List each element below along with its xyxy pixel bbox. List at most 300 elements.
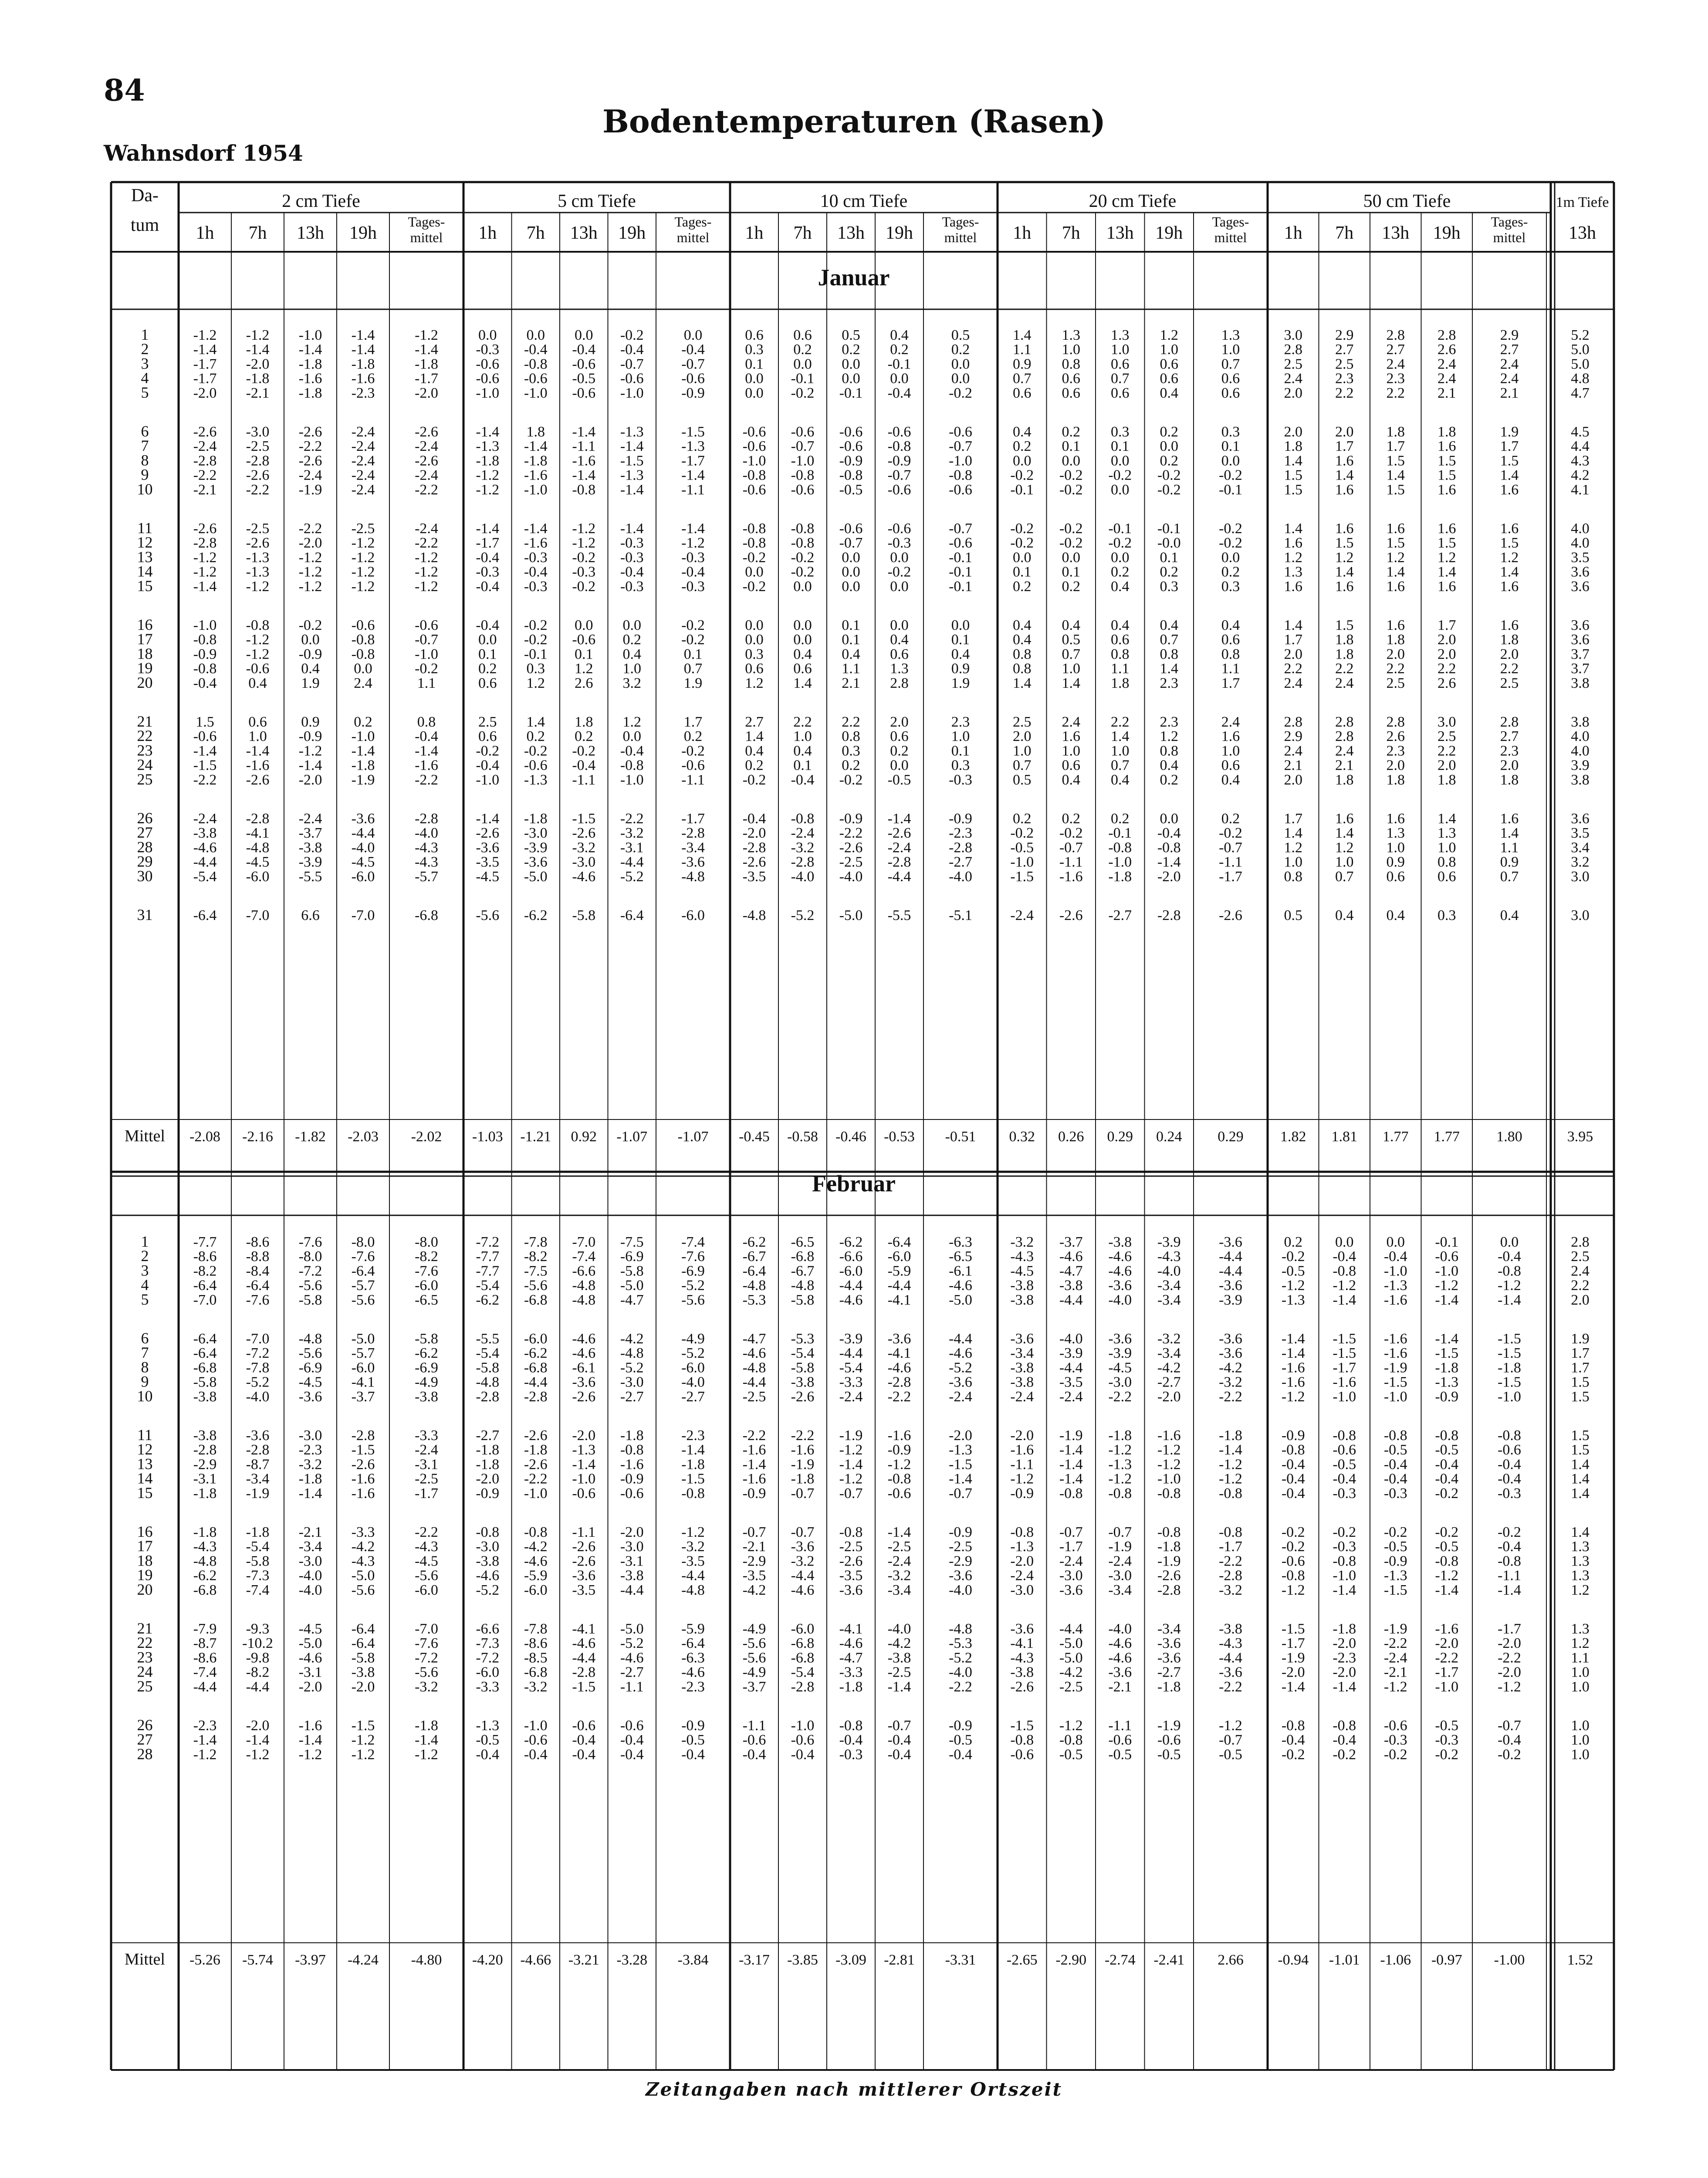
table-cell: -5.8 — [351, 1650, 375, 1666]
table-cell: -1.0 — [949, 453, 972, 469]
table-cell: -3.4 — [887, 1582, 911, 1598]
table-cell: 2.7 — [1500, 342, 1519, 358]
table-cell: 2.8 — [1386, 714, 1405, 730]
table-cell: 1.5 — [1437, 467, 1456, 484]
table-cell: -1.9 — [1157, 1718, 1181, 1734]
table-cell: -1.0 — [1383, 1388, 1407, 1405]
table-cell: -0.2 — [1010, 521, 1034, 537]
table-cell: 0.4 — [842, 646, 860, 663]
table-cell: -2.6 — [887, 825, 911, 842]
table-cell: 1.5 — [1386, 535, 1405, 551]
table-cell: -1.4 — [1157, 854, 1181, 870]
table-cell: -1.2 — [1435, 1567, 1459, 1584]
table-cell: 0.6 — [1437, 868, 1456, 885]
table-cell: 0.8 — [1160, 743, 1178, 759]
row-date: 22 — [137, 727, 153, 745]
table-cell: -2.4 — [1010, 1388, 1034, 1405]
table-cell: 4.3 — [1571, 453, 1590, 469]
table-cell: -4.8 — [742, 907, 766, 923]
table-cell: -1.3 — [1108, 1456, 1132, 1473]
table-cell: 2.3 — [1500, 743, 1519, 759]
table-cell: -3.6 — [1219, 1331, 1242, 1347]
table-cell: -4.0 — [415, 825, 438, 842]
table-cell: -4.6 — [949, 1345, 972, 1362]
table-cell: -6.6 — [839, 1248, 863, 1265]
table-cell: 0.0 — [478, 632, 497, 648]
table-cell: 0.2 — [683, 728, 703, 745]
table-cell: 0.0 — [622, 617, 641, 633]
table-cell: -6.2 — [524, 907, 548, 923]
table-cell: 4.0 — [1571, 743, 1590, 759]
table-cell: -2.1 — [298, 1524, 322, 1540]
table-cell: 1.7 — [1284, 811, 1302, 827]
table-cell: -3.9 — [524, 839, 548, 856]
table-cell: -0.7 — [1059, 1524, 1083, 1540]
table-cell: 2.8 — [1571, 1234, 1590, 1250]
table-cell: -3.9 — [1157, 1234, 1181, 1250]
table-cell: -3.4 — [1108, 1582, 1132, 1598]
table-cell: -0.5 — [1383, 1539, 1407, 1555]
table-cell: -2.6 — [1157, 1567, 1181, 1584]
mittel-cell: 0.32 — [1009, 1129, 1035, 1145]
table-cell: -1.4 — [524, 438, 548, 455]
table-cell: -0.2 — [1435, 1524, 1459, 1540]
table-cell: -1.4 — [887, 811, 911, 827]
mittel-cell: -0.51 — [945, 1129, 976, 1145]
table-cell: -0.1 — [1108, 521, 1132, 537]
table-cell: 2.8 — [1500, 714, 1519, 730]
mittel-cell: -3.85 — [787, 1952, 818, 1968]
table-cell: -1.5 — [949, 1456, 972, 1473]
table-cell: -0.7 — [1219, 839, 1242, 856]
table-cell: -0.8 — [1281, 1718, 1305, 1734]
table-cell: -5.0 — [949, 1292, 972, 1308]
table-cell: 2.0 — [1284, 424, 1302, 440]
table-cell: -1.4 — [1333, 1292, 1356, 1308]
table-cell: 0.2 — [1062, 578, 1080, 595]
table-cell: -0.2 — [1281, 1539, 1305, 1555]
hour-header: 13h — [297, 223, 324, 243]
table-cell: -2.0 — [1010, 1427, 1034, 1444]
table-cell: -0.9 — [949, 811, 972, 827]
table-cell: -1.0 — [791, 1718, 815, 1734]
hour-header: 7h — [1335, 223, 1354, 243]
table-cell: -1.4 — [415, 743, 438, 759]
table-cell: -1.0 — [1108, 854, 1132, 870]
table-cell: -1.0 — [620, 385, 644, 401]
table-cell: 0.3 — [745, 342, 764, 358]
table-cell: -4.4 — [791, 1567, 815, 1584]
table-cell: 1.5 — [1437, 453, 1456, 469]
table-cell: -0.5 — [949, 1732, 972, 1748]
table-cell: 1.6 — [1500, 811, 1519, 827]
table-cell: -1.8 — [1219, 1427, 1242, 1444]
table-cell: 0.4 — [622, 646, 641, 663]
table-cell: 1.1 — [1221, 660, 1240, 677]
table-cell: 0.7 — [1160, 632, 1178, 648]
table-cell: 1.0 — [1062, 660, 1080, 677]
depth-header: 10 cm Tiefe — [820, 191, 908, 211]
table-cell: 0.4 — [890, 327, 909, 343]
table-cell: -2.8 — [1157, 1582, 1181, 1598]
table-cell: -1.7 — [1435, 1664, 1459, 1681]
table-cell: 0.6 — [1111, 632, 1130, 648]
table-cell: 1.8 — [1386, 632, 1405, 648]
table-cell: 3.0 — [1284, 327, 1302, 343]
table-cell: 0.7 — [1500, 868, 1519, 885]
table-cell: 0.6 — [478, 675, 497, 691]
row-date: 6 — [141, 1329, 149, 1347]
table-cell: -4.3 — [1010, 1248, 1034, 1265]
table-cell: -3.8 — [351, 1664, 375, 1681]
table-cell: -0.7 — [791, 1485, 815, 1502]
table-cell: -1.0 — [1333, 1388, 1356, 1405]
table-cell: -1.8 — [476, 1456, 500, 1473]
table-cell: 2.4 — [354, 675, 372, 691]
table-cell: 1.6 — [1386, 617, 1405, 633]
table-cell: -4.9 — [742, 1621, 766, 1637]
table-cell: -1.8 — [681, 1456, 705, 1473]
table-cell: -2.9 — [949, 1553, 972, 1569]
table-cell: -2.2 — [1219, 1553, 1242, 1569]
table-cell: -6.5 — [415, 1292, 438, 1308]
tagesmittel-header: mittel — [410, 230, 443, 245]
table-cell: 0.4 — [1160, 757, 1178, 774]
table-cell: 0.2 — [1160, 771, 1178, 788]
table-cell: 1.3 — [1571, 1621, 1590, 1637]
table-cell: 0.2 — [1160, 453, 1178, 469]
table-cell: -5.8 — [476, 1360, 500, 1376]
table-cell: -1.2 — [476, 467, 500, 484]
table-cell: -4.5 — [298, 1621, 322, 1637]
table-cell: -4.4 — [1059, 1621, 1083, 1637]
table-cell: -1.3 — [949, 1442, 972, 1458]
table-cell: -4.4 — [572, 1650, 596, 1666]
table-cell: -6.4 — [246, 1277, 270, 1294]
table-cell: -5.3 — [742, 1292, 766, 1308]
table-cell: 1.2 — [1437, 549, 1456, 566]
table-cell: 0.8 — [1221, 646, 1240, 663]
table-cell: -2.7 — [949, 854, 972, 870]
row-date: 3 — [141, 1261, 149, 1279]
table-cell: -2.3 — [351, 385, 375, 401]
table-cell: -2.8 — [1157, 907, 1181, 923]
table-cell: -9.8 — [246, 1650, 270, 1666]
table-cell: -5.8 — [620, 1263, 644, 1279]
table-cell: -0.2 — [681, 617, 705, 633]
table-cell: 0.6 — [890, 646, 909, 663]
table-cell: -5.4 — [476, 1345, 500, 1362]
row-date: 19 — [137, 659, 153, 677]
table-cell: -6.8 — [524, 1292, 548, 1308]
table-cell: -1.7 — [1333, 1360, 1356, 1376]
table-cell: -5.4 — [193, 868, 217, 885]
table-cell: 2.7 — [745, 714, 764, 730]
table-cell: -0.2 — [1108, 535, 1132, 551]
table-cell: -7.2 — [298, 1263, 322, 1279]
table-cell: -5.6 — [415, 1567, 438, 1584]
table-cell: -5.7 — [351, 1277, 375, 1294]
table-cell: -4.8 — [193, 1553, 217, 1569]
table-cell: -1.2 — [1281, 1582, 1305, 1598]
table-cell: 2.8 — [1335, 728, 1354, 745]
table-cell: -0.4 — [1333, 1732, 1356, 1748]
table-cell: 1.5 — [196, 714, 214, 730]
table-cell: -3.1 — [415, 1456, 438, 1473]
hour-header: 7h — [1062, 223, 1080, 243]
table-cell: 0.2 — [842, 342, 860, 358]
hour-header: 1h — [196, 223, 214, 243]
table-cell: 1.3 — [890, 660, 909, 677]
table-cell: -0.6 — [1498, 1442, 1521, 1458]
table-cell: 1.1 — [842, 660, 860, 677]
table-cell: 0.4 — [1160, 385, 1178, 401]
table-cell: -1.1 — [742, 1718, 766, 1734]
table-cell: 3.7 — [1571, 660, 1590, 677]
table-cell: 0.5 — [1284, 907, 1302, 923]
table-cell: -1.8 — [1108, 868, 1132, 885]
table-cell: -2.4 — [949, 1388, 972, 1405]
table-cell: 0.3 — [1221, 578, 1240, 595]
table-cell: -0.6 — [839, 521, 863, 537]
table-cell: -4.8 — [298, 1331, 322, 1347]
table-cell: 1.7 — [1571, 1360, 1590, 1376]
table-cell: 1.6 — [1335, 481, 1354, 498]
table-cell: -3.9 — [1059, 1345, 1083, 1362]
table-cell: -0.4 — [1333, 1471, 1356, 1487]
table-cell: -2.1 — [193, 481, 217, 498]
table-cell: 1.3 — [1284, 564, 1302, 580]
table-cell: -1.6 — [1333, 1374, 1356, 1390]
table-cell: 2.3 — [1335, 370, 1354, 387]
table-cell: 5.2 — [1571, 327, 1590, 343]
table-cell: -6.0 — [524, 1331, 548, 1347]
table-cell: 1.3 — [1111, 327, 1130, 343]
table-cell: -0.4 — [1498, 1456, 1521, 1473]
table-cell: -1.8 — [298, 356, 322, 372]
table-cell: 1.0 — [1437, 839, 1456, 856]
table-cell: -5.6 — [476, 907, 500, 923]
table-cell: -2.6 — [572, 825, 596, 842]
table-cell: -0.1 — [1108, 825, 1132, 842]
table-cell: -8.6 — [246, 1234, 270, 1250]
table-cell: -3.6 — [791, 1539, 815, 1555]
table-cell: 3.6 — [1571, 617, 1590, 633]
table-cell: -5.8 — [791, 1292, 815, 1308]
table-cell: 0.7 — [1221, 356, 1240, 372]
table-cell: -0.7 — [839, 1485, 863, 1502]
table-cell: 1.2 — [1335, 549, 1354, 566]
table-cell: 0.2 — [1062, 424, 1080, 440]
table-cell: 1.8 — [1335, 646, 1354, 663]
table-cell: -1.6 — [298, 370, 322, 387]
table-cell: 1.4 — [1571, 1471, 1590, 1487]
table-cell: 1.6 — [1221, 728, 1240, 745]
table-cell: 1.3 — [1386, 825, 1405, 842]
table-cell: 1.2 — [575, 660, 593, 677]
table-cell: 1.4 — [1500, 564, 1519, 580]
table-cell: -0.7 — [949, 521, 972, 537]
table-cell: -2.4 — [298, 467, 322, 484]
table-cell: 1.0 — [1062, 342, 1080, 358]
table-cell: 1.0 — [1571, 1678, 1590, 1695]
table-cell: -1.8 — [246, 1524, 270, 1540]
table-cell: -0.4 — [1281, 1456, 1305, 1473]
table-cell: -0.4 — [572, 1732, 596, 1748]
table-cell: 0.4 — [1013, 617, 1032, 633]
table-cell: 2.0 — [890, 714, 909, 730]
table-cell: -2.1 — [1383, 1664, 1407, 1681]
table-cell: -1.7 — [1059, 1539, 1083, 1555]
table-cell: 1.8 — [1284, 438, 1302, 455]
table-cell: 1.7 — [683, 714, 703, 730]
mittel-cell: -1.06 — [1380, 1952, 1411, 1968]
table-cell: -0.3 — [839, 1746, 863, 1763]
table-cell: -1.4 — [298, 342, 322, 358]
mittel-label: Mittel — [125, 1127, 165, 1145]
table-cell: -1.4 — [298, 757, 322, 774]
table-cell: -3.7 — [351, 1388, 375, 1405]
table-cell: -4.4 — [620, 854, 644, 870]
table-cell: -5.0 — [351, 1331, 375, 1347]
table-cell: -5.4 — [246, 1539, 270, 1555]
table-cell: -6.0 — [681, 907, 705, 923]
table-cell: -3.0 — [572, 854, 596, 870]
table-cell: -1.9 — [246, 1485, 270, 1502]
table-cell: -0.5 — [1281, 1263, 1305, 1279]
table-cell: -1.1 — [1059, 854, 1083, 870]
table-cell: -4.1 — [351, 1374, 375, 1390]
mittel-cell: 1.52 — [1567, 1952, 1593, 1968]
table-cell: 1.2 — [526, 675, 545, 691]
table-cell: 1.7 — [1437, 617, 1456, 633]
table-cell: -4.6 — [949, 1277, 972, 1294]
table-cell: -6.0 — [351, 868, 375, 885]
table-cell: 1.0 — [1571, 1732, 1590, 1748]
table-cell: -1.3 — [1383, 1567, 1407, 1584]
mittel-cell: -0.53 — [884, 1129, 915, 1145]
table-cell: -1.5 — [1281, 1621, 1305, 1637]
table-cell: -1.9 — [1383, 1621, 1407, 1637]
table-cell: -1.6 — [1281, 1374, 1305, 1390]
table-cell: 0.6 — [1221, 632, 1240, 648]
table-cell: -0.1 — [1157, 521, 1181, 537]
table-cell: -2.6 — [839, 839, 863, 856]
table-cell: -1.0 — [572, 1471, 596, 1487]
mittel-cell: -1.21 — [520, 1129, 551, 1145]
table-cell: -1.2 — [839, 1471, 863, 1487]
table-cell: -0.8 — [681, 1485, 705, 1502]
table-cell: -0.7 — [1059, 839, 1083, 856]
table-cell: -1.7 — [1281, 1635, 1305, 1652]
table-cell: -1.8 — [193, 1485, 217, 1502]
table-cell: 2.2 — [1386, 385, 1405, 401]
table-cell: 3.8 — [1571, 675, 1590, 691]
table-cell: -4.1 — [887, 1345, 911, 1362]
table-cell: -1.4 — [1281, 1345, 1305, 1362]
table-cell: -1.2 — [1108, 1471, 1132, 1487]
depth-header: 5 cm Tiefe — [558, 191, 636, 211]
table-cell: -2.2 — [193, 467, 217, 484]
table-cell: -0.6 — [1281, 1553, 1305, 1569]
table-cell: -0.6 — [1108, 1732, 1132, 1748]
table-cell: -1.4 — [949, 1471, 972, 1487]
row-date: 17 — [137, 630, 153, 648]
table-cell: 2.5 — [1284, 356, 1302, 372]
table-cell: -1.9 — [791, 1456, 815, 1473]
table-cell: -0.2 — [1059, 521, 1083, 537]
table-cell: 2.4 — [1284, 370, 1302, 387]
table-cell: -0.6 — [742, 1732, 766, 1748]
table-cell: -0.9 — [742, 1485, 766, 1502]
table-cell: -1.7 — [681, 453, 705, 469]
table-cell: 2.5 — [1335, 356, 1354, 372]
table-cell: -3.4 — [298, 1539, 322, 1555]
table-cell: -5.2 — [620, 1635, 644, 1652]
table-cell: -0.2 — [572, 549, 596, 566]
table-cell: -1.1 — [681, 481, 705, 498]
table-cell: -1.3 — [246, 564, 270, 580]
table-cell: -5.1 — [949, 907, 972, 923]
table-cell: -1.2 — [246, 578, 270, 595]
table-cell: 1.4 — [526, 714, 545, 730]
table-cell: -1.4 — [1219, 1442, 1242, 1458]
table-cell: -3.2 — [887, 1567, 911, 1584]
table-cell: -1.4 — [572, 424, 596, 440]
table-cell: 0.4 — [1221, 771, 1240, 788]
mittel-cell: -0.45 — [739, 1129, 770, 1145]
table-cell: 0.6 — [1062, 370, 1080, 387]
table-cell: -2.2 — [1219, 1678, 1242, 1695]
table-cell: 1.7 — [1386, 438, 1405, 455]
table-cell: -1.4 — [887, 1524, 911, 1540]
table-cell: -4.4 — [887, 868, 911, 885]
table-cell: -2.6 — [524, 1456, 548, 1473]
table-cell: 2.4 — [1571, 1263, 1590, 1279]
table-cell: 2.4 — [1386, 356, 1405, 372]
table-cell: 1.2 — [1386, 549, 1405, 566]
row-date: 25 — [137, 1677, 153, 1695]
table-cell: -1.9 — [1281, 1650, 1305, 1666]
table-cell: -5.4 — [476, 1277, 500, 1294]
table-cell: 0.0 — [1386, 1234, 1405, 1250]
table-cell: -0.4 — [524, 564, 548, 580]
table-cell: -4.6 — [887, 1360, 911, 1376]
table-cell: -1.2 — [1498, 1277, 1521, 1294]
table-cell: -0.8 — [1108, 1485, 1132, 1502]
table-cell: -0.8 — [1219, 1485, 1242, 1502]
table-cell: -2.8 — [193, 453, 217, 469]
table-cell: -1.1 — [681, 771, 705, 788]
table-cell: -3.8 — [1010, 1360, 1034, 1376]
table-cell: -1.8 — [524, 1442, 548, 1458]
table-cell: -1.2 — [246, 327, 270, 343]
table-cell: -5.2 — [949, 1650, 972, 1666]
table-cell: 2.0 — [1284, 771, 1302, 788]
mittel-cell: -4.24 — [348, 1952, 379, 1968]
table-cell: -0.2 — [791, 385, 815, 401]
table-cell: -3.9 — [839, 1331, 863, 1347]
table-cell: 1.4 — [1335, 825, 1354, 842]
table-cell: -1.4 — [1435, 1331, 1459, 1347]
table-cell: 0.0 — [793, 632, 812, 648]
row-date: 8 — [141, 451, 149, 469]
table-cell: -2.5 — [887, 1664, 911, 1681]
table-cell: -7.6 — [246, 1292, 270, 1308]
table-cell: 1.4 — [1500, 825, 1519, 842]
table-cell: -0.4 — [681, 342, 705, 358]
table-cell: 1.2 — [1500, 549, 1519, 566]
